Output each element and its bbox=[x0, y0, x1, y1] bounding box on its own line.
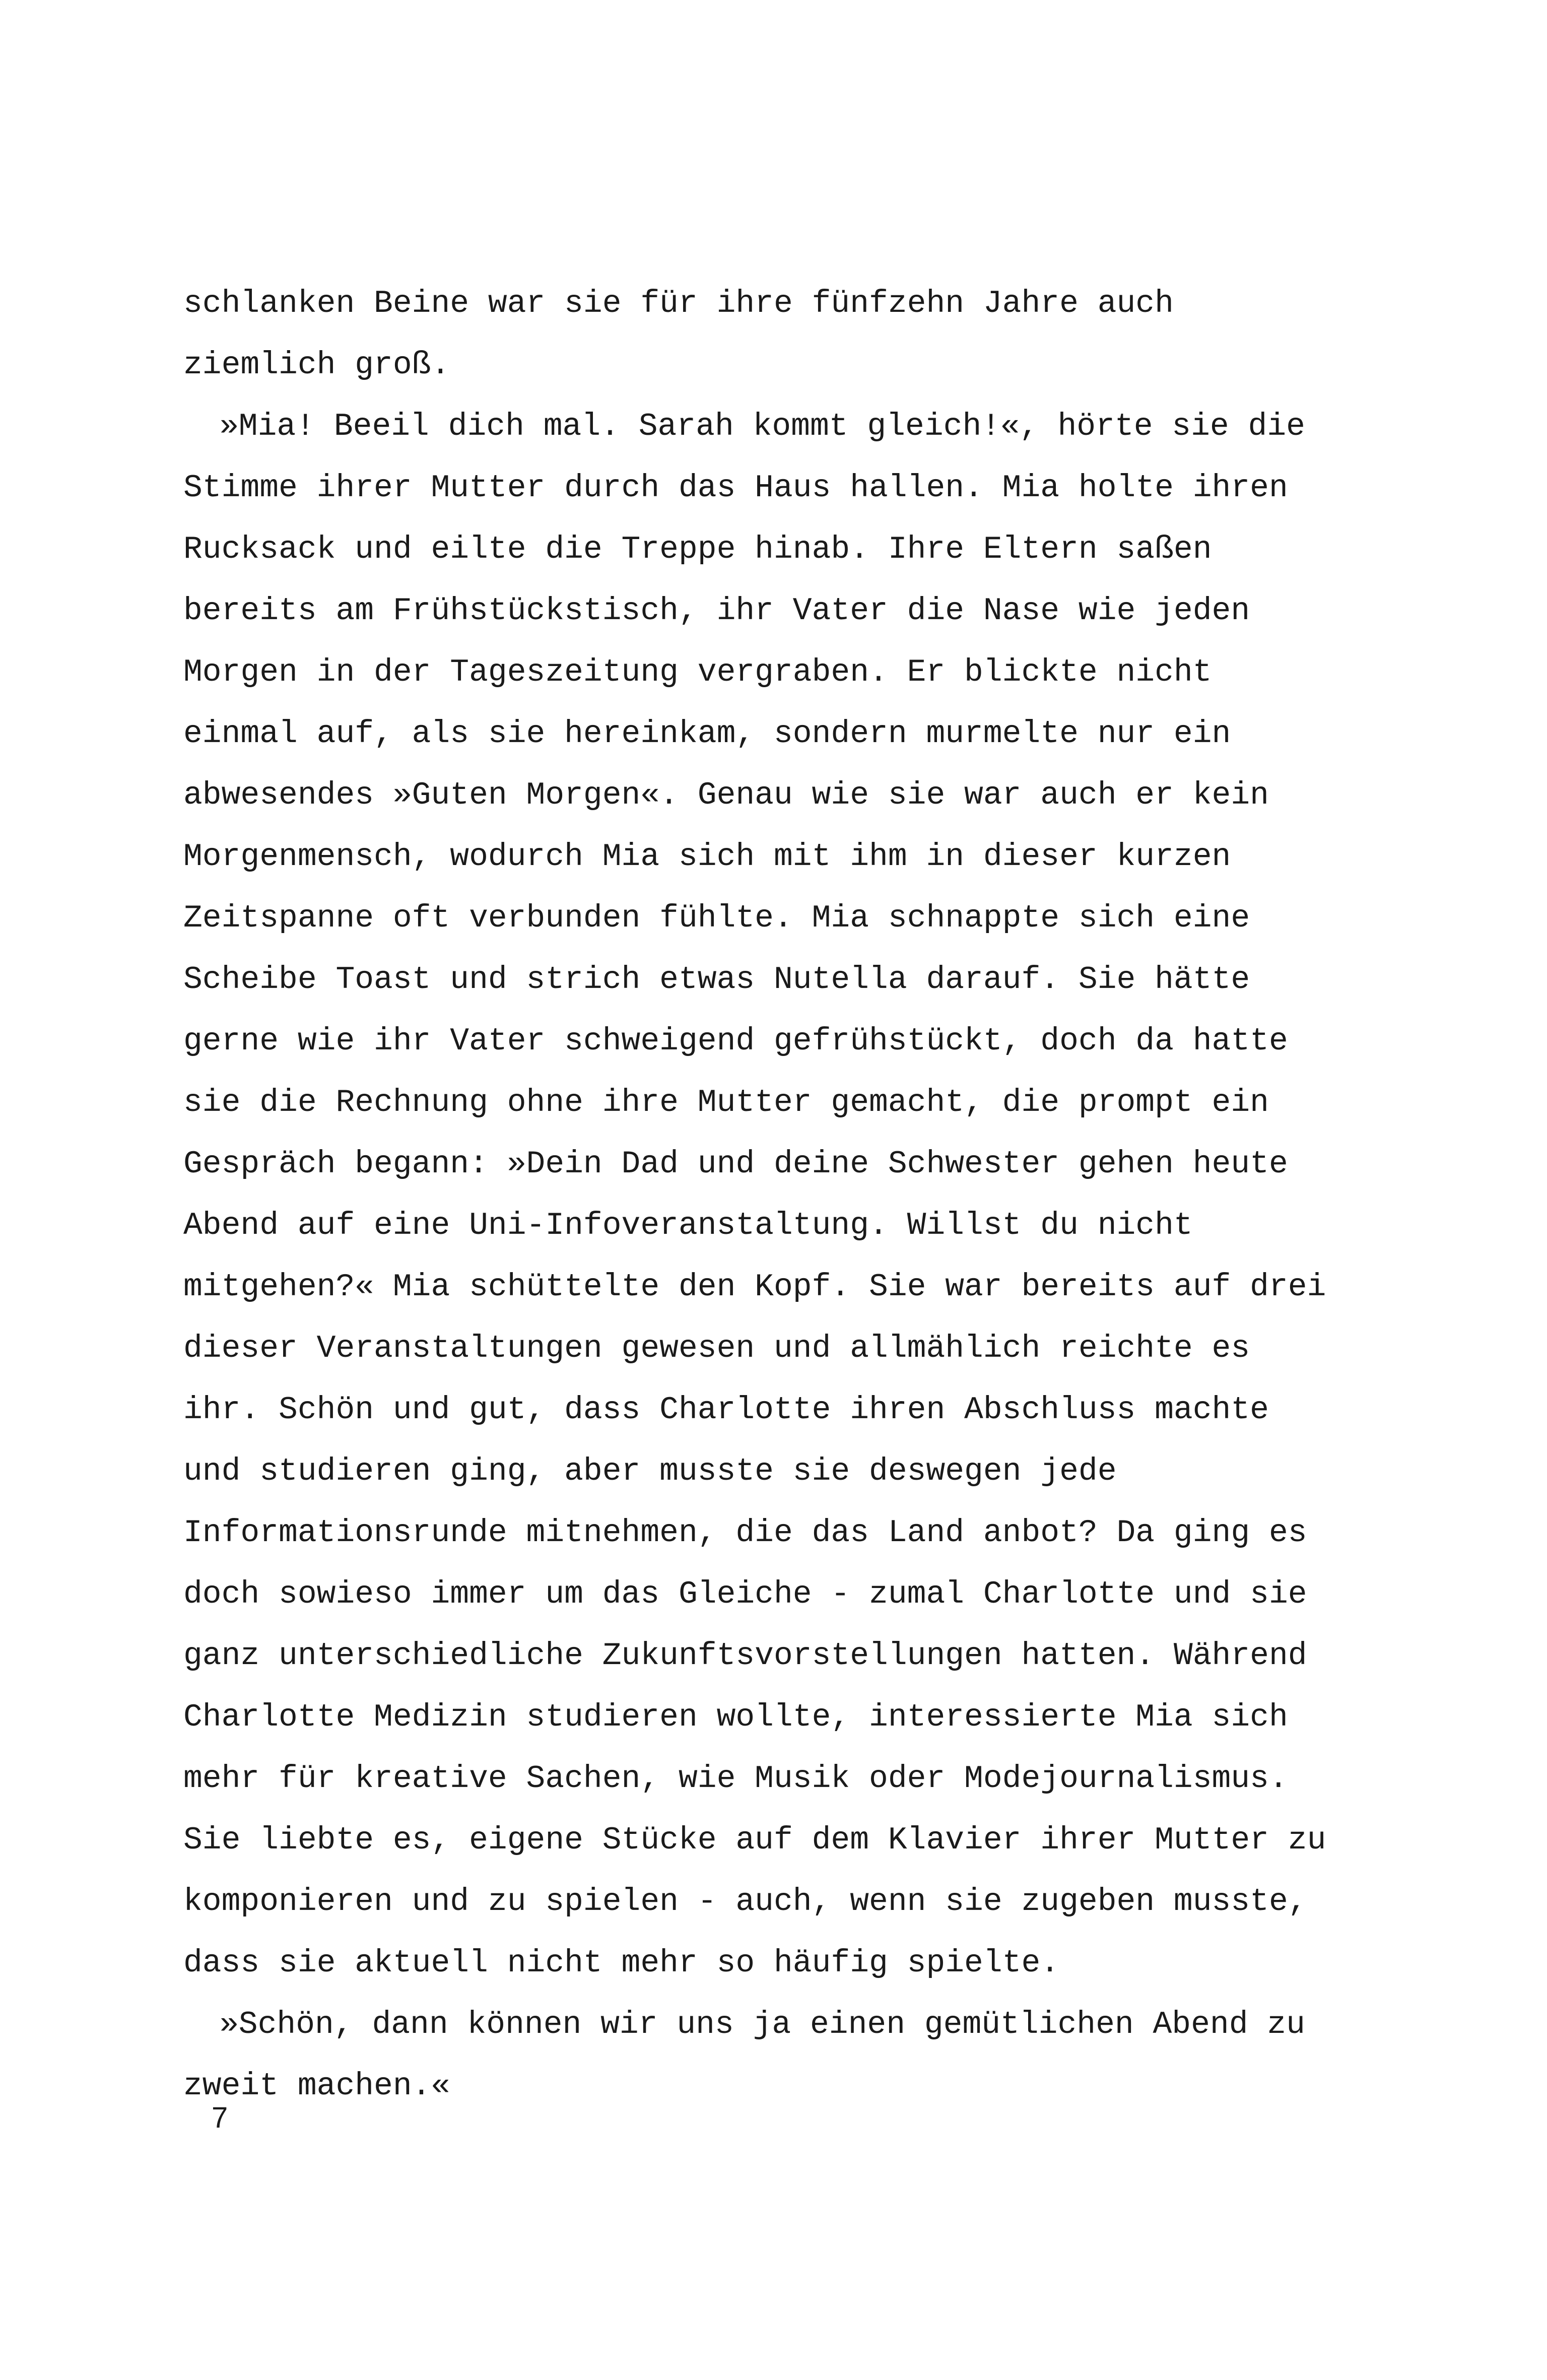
text-line: einmal auf, als sie hereinkam, sondern murmelte nur ein bbox=[183, 716, 1231, 752]
page-number: 7 bbox=[212, 2101, 228, 2134]
text-line: Gespräch begann: »Dein Dad und deine Schwester gehen heute bbox=[183, 1146, 1288, 1182]
text-line: bereits am Frühstückstisch, ihr Vater die Nase wie jeden bbox=[183, 593, 1250, 629]
text-line: zweit machen.« bbox=[183, 2068, 450, 2104]
text-line: Charlotte Medizin studieren wollte, interessierte Mia sich bbox=[183, 1699, 1288, 1735]
text-line: »Mia! Beeil dich mal. Sarah kommt gleich!«, hörte sie die bbox=[220, 409, 1305, 444]
text-line: Rucksack und eilte die Treppe hinab. Ihre Eltern saßen bbox=[183, 532, 1212, 567]
text-line: »Schön, dann können wir uns ja einen gemütlichen Abend zu bbox=[220, 2007, 1305, 2042]
text-line: Zeitspanne oft verbunden fühlte. Mia schnappte sich eine bbox=[183, 900, 1250, 936]
text-line: schlanken Beine war sie für ihre fünfzehn Jahre auch bbox=[183, 286, 1174, 321]
text-line: sie die Rechnung ohne ihre Mutter gemacht, die prompt ein bbox=[183, 1085, 1269, 1120]
text-line: ihr. Schön und gut, dass Charlotte ihren Abschluss machte bbox=[183, 1392, 1269, 1428]
text-line: gerne wie ihr Vater schweigend gefrühstückt, doch da hatte bbox=[183, 1023, 1288, 1059]
text-line: Scheibe Toast und strich etwas Nutella darauf. Sie hätte bbox=[183, 962, 1250, 998]
text-line: Abend auf eine Uni-Infoveranstaltung. Willst du nicht bbox=[183, 1208, 1193, 1243]
text-line: und studieren ging, aber musste sie deswegen jede bbox=[183, 1453, 1117, 1489]
text-line: abwesendes »Guten Morgen«. Genau wie sie war auch er kein bbox=[183, 777, 1269, 813]
text-line: Morgen in der Tageszeitung vergraben. Er blickte nicht bbox=[183, 654, 1212, 690]
text-line: mitgehen?« Mia schüttelte den Kopf. Sie war bereits auf drei bbox=[183, 1269, 1326, 1305]
text-line: mehr für kreative Sachen, wie Musik oder Modejournalismus. bbox=[183, 1761, 1288, 1797]
text-line: ganz unterschiedliche Zukunftsvorstellungen hatten. Während bbox=[183, 1638, 1307, 1674]
text-line: Informationsrunde mitnehmen, die das Land anbot? Da ging es bbox=[183, 1515, 1307, 1551]
text-line: Morgenmensch, wodurch Mia sich mit ihm in dieser kurzen bbox=[183, 839, 1231, 875]
text-line: dieser Veranstaltungen gewesen und allmählich reichte es bbox=[183, 1331, 1250, 1366]
text-line: Sie liebte es, eigene Stücke auf dem Klavier ihrer Mutter zu bbox=[183, 1822, 1326, 1858]
text-line: ziemlich groß. bbox=[183, 347, 450, 383]
text-line: doch sowieso immer um das Gleiche - zumal Charlotte und sie bbox=[183, 1576, 1307, 1612]
body-text bbox=[183, 273, 1362, 2117]
text-line: Stimme ihrer Mutter durch das Haus hallen. Mia holte ihren bbox=[183, 470, 1288, 506]
text-line: komponieren und zu spielen - auch, wenn sie zugeben musste, bbox=[183, 1884, 1307, 1920]
text-line: dass sie aktuell nicht mehr so häufig spielte. bbox=[183, 1945, 1060, 1981]
